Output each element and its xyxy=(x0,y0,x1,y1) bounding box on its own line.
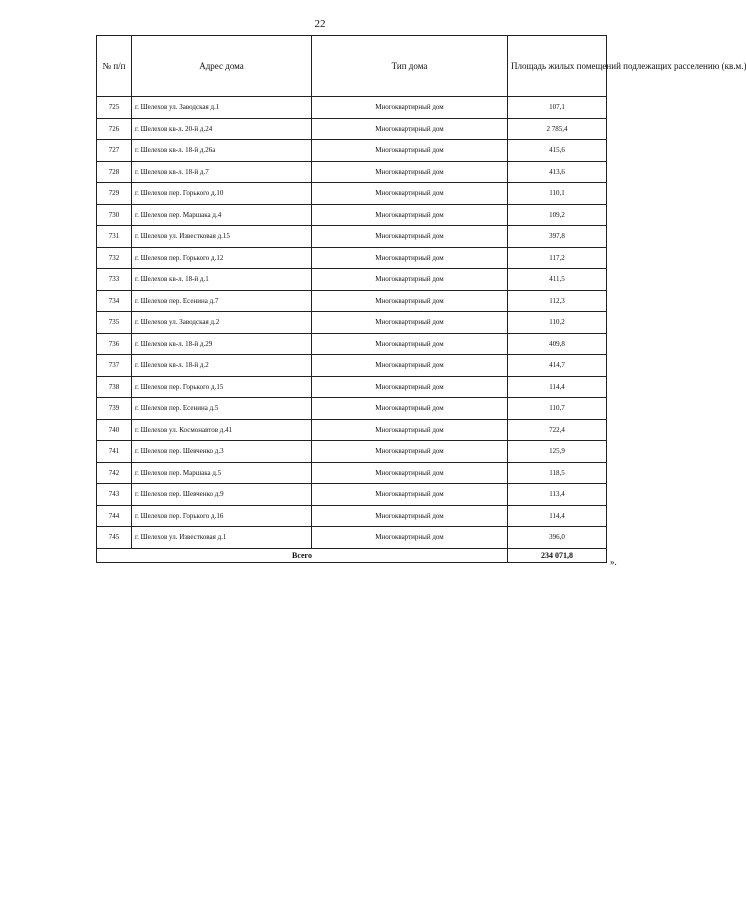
table-row xyxy=(97,269,607,291)
row-house-type: Многоквартирный дом xyxy=(312,505,508,527)
table-row xyxy=(97,97,607,119)
table-header-row xyxy=(97,36,607,97)
row-house-type: Многоквартирный дом xyxy=(312,97,508,119)
row-area: 411,5 xyxy=(508,269,607,291)
row-house-type: Многоквартирный дом xyxy=(312,419,508,441)
housing-registry-table xyxy=(96,35,746,563)
row-area: 113,4 xyxy=(508,484,607,506)
table-row xyxy=(97,118,607,140)
row-area: 109,2 xyxy=(508,204,607,226)
row-number: 738 xyxy=(97,376,132,398)
total-label: Всего xyxy=(97,548,508,562)
row-house-type: Многоквартирный дом xyxy=(312,527,508,549)
row-area: 110,1 xyxy=(508,183,607,205)
table-row xyxy=(97,527,607,549)
row-area: 415,6 xyxy=(508,140,607,162)
row-area: 112,3 xyxy=(508,290,607,312)
row-house-type: Многоквартирный дом xyxy=(312,333,508,355)
table-row xyxy=(97,505,607,527)
row-address: г. Шелехов пер. Есенина д.5 xyxy=(132,398,312,420)
row-house-type: Многоквартирный дом xyxy=(312,226,508,248)
row-area: 110,2 xyxy=(508,312,607,334)
row-number: 740 xyxy=(97,419,132,441)
row-area: 117,2 xyxy=(508,247,607,269)
row-number: 727 xyxy=(97,140,132,162)
row-address: г. Шелехов ул. Известковая д.1 xyxy=(132,527,312,549)
row-address: г. Шелехов пер. Горького д.12 xyxy=(132,247,312,269)
table-row xyxy=(97,376,607,398)
table-row xyxy=(97,419,607,441)
row-address: г. Шелехов пер. Шевченко д.3 xyxy=(132,441,312,463)
row-address: г. Шелехов пер. Маршака д.4 xyxy=(132,204,312,226)
row-area: 2 785,4 xyxy=(508,118,607,140)
row-number: 725 xyxy=(97,97,132,119)
row-house-type: Многоквартирный дом xyxy=(312,247,508,269)
row-number: 737 xyxy=(97,355,132,377)
row-address: г. Шелехов кв-л. 18-й д.29 xyxy=(132,333,312,355)
row-area: 722,4 xyxy=(508,419,607,441)
table-row xyxy=(97,290,607,312)
row-area: 110,7 xyxy=(508,398,607,420)
row-address: г. Шелехов кв-л. 18-й д.1 xyxy=(132,269,312,291)
table-row xyxy=(97,355,607,377)
row-number: 730 xyxy=(97,204,132,226)
table-row xyxy=(97,484,607,506)
table-row xyxy=(97,333,607,355)
row-number: 728 xyxy=(97,161,132,183)
row-number: 739 xyxy=(97,398,132,420)
closing-quote: ». xyxy=(610,557,617,567)
row-area: 414,7 xyxy=(508,355,607,377)
row-address: г. Шелехов ул. Известковая д.15 xyxy=(132,226,312,248)
row-house-type: Многоквартирный дом xyxy=(312,441,508,463)
header-type: Тип дома xyxy=(312,36,508,97)
row-address: г. Шелехов пер. Маршака д.5 xyxy=(132,462,312,484)
row-area: 118,5 xyxy=(508,462,607,484)
row-number: 741 xyxy=(97,441,132,463)
row-address: г. Шелехов кв-л. 18-й д.7 xyxy=(132,161,312,183)
row-address: г. Шелехов ул. Заводская д.1 xyxy=(132,97,312,119)
row-address: г. Шелехов кв-л. 18-й д.2 xyxy=(132,355,312,377)
row-address: г. Шелехов пер. Горького д.16 xyxy=(132,505,312,527)
row-number: 726 xyxy=(97,118,132,140)
row-number: 731 xyxy=(97,226,132,248)
row-number: 733 xyxy=(97,269,132,291)
row-number: 736 xyxy=(97,333,132,355)
row-number: 743 xyxy=(97,484,132,506)
row-area: 125,9 xyxy=(508,441,607,463)
row-address: г. Шелехов ул. Космонавтов д.41 xyxy=(132,419,312,441)
row-house-type: Многоквартирный дом xyxy=(312,312,508,334)
total-row xyxy=(97,548,607,562)
row-area: 396,0 xyxy=(508,527,607,549)
row-area: 114,4 xyxy=(508,505,607,527)
row-number: 735 xyxy=(97,312,132,334)
row-house-type: Многоквартирный дом xyxy=(312,269,508,291)
table-row xyxy=(97,247,607,269)
row-address: г. Шелехов пер. Есенина д.7 xyxy=(132,290,312,312)
row-area: 413,6 xyxy=(508,161,607,183)
header-area: Площадь жилых помещений подлежащих расселению (кв.м.) xyxy=(508,36,607,97)
row-address: г. Шелехов пер. Шевченко д.9 xyxy=(132,484,312,506)
header-number: № п/п xyxy=(97,36,132,97)
table-row xyxy=(97,462,607,484)
row-house-type: Многоквартирный дом xyxy=(312,183,508,205)
row-house-type: Многоквартирный дом xyxy=(312,204,508,226)
row-number: 742 xyxy=(97,462,132,484)
row-address: г. Шелехов кв-л. 18-й д.26а xyxy=(132,140,312,162)
table-row xyxy=(97,226,607,248)
table-body xyxy=(97,97,607,549)
row-house-type: Многоквартирный дом xyxy=(312,118,508,140)
table-row xyxy=(97,204,607,226)
row-number: 745 xyxy=(97,527,132,549)
row-address: г. Шелехов ул. Заводская д.2 xyxy=(132,312,312,334)
table-row xyxy=(97,161,607,183)
table-row xyxy=(97,312,607,334)
row-area: 107,1 xyxy=(508,97,607,119)
table-row xyxy=(97,140,607,162)
row-address: г. Шелехов пер. Горького д.15 xyxy=(132,376,312,398)
table-row xyxy=(97,183,607,205)
row-house-type: Многоквартирный дом xyxy=(312,462,508,484)
row-number: 732 xyxy=(97,247,132,269)
row-area: 409,8 xyxy=(508,333,607,355)
row-house-type: Многоквартирный дом xyxy=(312,484,508,506)
row-house-type: Многоквартирный дом xyxy=(312,398,508,420)
header-address: Адрес дома xyxy=(132,36,312,97)
row-area: 397,8 xyxy=(508,226,607,248)
row-house-type: Многоквартирный дом xyxy=(312,140,508,162)
row-house-type: Многоквартирный дом xyxy=(312,290,508,312)
row-address: г. Шелехов пер. Горького д.10 xyxy=(132,183,312,205)
row-house-type: Многоквартирный дом xyxy=(312,161,508,183)
table-row xyxy=(97,398,607,420)
total-value: 234 071,8 xyxy=(508,548,607,562)
row-house-type: Многоквартирный дом xyxy=(312,355,508,377)
row-number: 744 xyxy=(97,505,132,527)
row-number: 734 xyxy=(97,290,132,312)
table-row xyxy=(97,441,607,463)
row-house-type: Многоквартирный дом xyxy=(312,376,508,398)
row-number: 729 xyxy=(97,183,132,205)
row-address: г. Шелехов кв-л. 20-й д.24 xyxy=(132,118,312,140)
row-area: 114,4 xyxy=(508,376,607,398)
page-number: 22 xyxy=(314,18,326,30)
